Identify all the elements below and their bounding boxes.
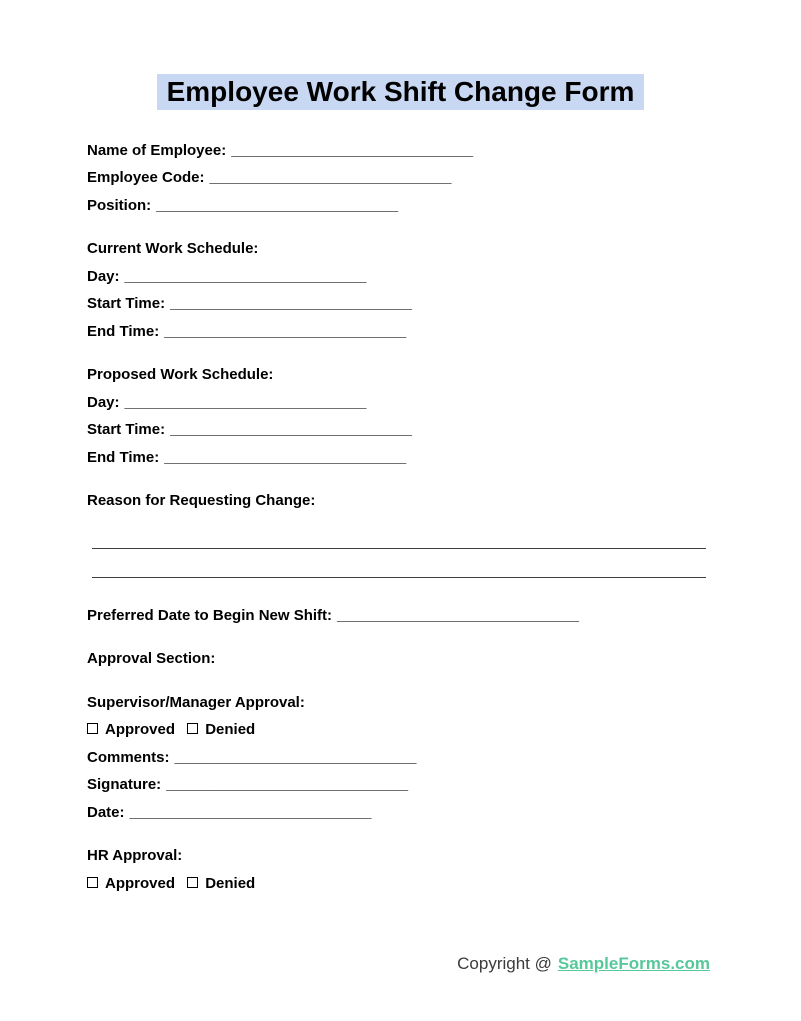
sampleforms-link[interactable]: SampleForms.com (557, 954, 710, 973)
field-preferred-date (87, 607, 710, 624)
hr-approval-heading: HR Approval: (87, 847, 183, 864)
field-blank-line: _____________________________ (337, 606, 579, 624)
supervisor-approved-label: Approved (105, 721, 176, 738)
field-label: Employee Code: (87, 169, 205, 186)
reason-write-line-2 (92, 549, 706, 578)
approval-section (87, 650, 710, 678)
field-blank-line: _____________________________ (170, 295, 413, 312)
field-blank-line: _____________________________ (231, 141, 474, 159)
field-label: Day: (87, 267, 120, 285)
field-blank-line: _____________________________ (124, 267, 367, 285)
hr-denied-checkbox-icon[interactable] (187, 877, 198, 888)
field-blank-line: _____________________________ (170, 421, 413, 438)
field-employee-code (87, 169, 710, 186)
reason-section (87, 492, 710, 634)
field-date (87, 804, 710, 821)
field-current-day (87, 268, 710, 285)
approval-section-heading: Approval Section: (87, 650, 216, 667)
field-current-start-time (87, 295, 710, 312)
field-label: Start Time: (87, 421, 166, 438)
field-label: Day: (87, 393, 120, 411)
field-name-of-employee (87, 142, 710, 159)
field-label: Name of Employee: (87, 141, 227, 159)
field-label: End Time: (87, 322, 160, 340)
footer-copyright (457, 953, 710, 975)
field-signature (87, 776, 710, 793)
field-position (87, 197, 710, 214)
field-label: Comments: (87, 748, 170, 766)
field-comments (87, 749, 710, 766)
page-title: Employee Work Shift Change Form (157, 74, 645, 110)
field-blank-line: _____________________________ (164, 448, 407, 466)
current-schedule-section (87, 240, 710, 350)
hr-approval-section (87, 847, 710, 902)
hr-approved-checkbox-icon[interactable] (87, 877, 98, 888)
hr-denied-label: Denied (205, 874, 256, 892)
supervisor-approval-section (87, 694, 710, 832)
field-label: Preferred Date to Begin New Shift: (87, 606, 333, 624)
field-label: Position: (87, 196, 152, 214)
field-label: Date: (87, 803, 125, 821)
field-blank-line: _____________________________ (174, 748, 417, 766)
title-row (0, 0, 801, 110)
copyright-text: Copyright @ (457, 954, 552, 973)
field-current-end-time (87, 323, 710, 340)
field-proposed-end-time (87, 449, 710, 466)
field-blank-line: _____________________________ (156, 196, 399, 214)
supervisor-denied-checkbox-icon[interactable] (187, 723, 198, 734)
field-blank-line: _____________________________ (166, 776, 409, 793)
field-blank-line: _____________________________ (209, 169, 452, 186)
field-proposed-day (87, 394, 710, 411)
current-schedule-heading: Current Work Schedule: (87, 240, 259, 257)
supervisor-denied-label: Denied (205, 721, 256, 738)
field-label: Start Time: (87, 295, 166, 312)
field-proposed-start-time (87, 421, 710, 438)
supervisor-approved-checkbox-icon[interactable] (87, 723, 98, 734)
field-blank-line: _____________________________ (129, 803, 372, 821)
form-content (87, 110, 710, 902)
proposed-schedule-section (87, 366, 710, 476)
hr-decision-row (87, 875, 710, 892)
field-blank-line: _____________________________ (124, 393, 367, 411)
supervisor-decision-row (87, 721, 710, 738)
supervisor-approval-heading: Supervisor/Manager Approval: (87, 693, 305, 711)
field-blank-line: _____________________________ (164, 322, 407, 340)
reason-write-line-1 (92, 520, 706, 549)
field-label: Signature: (87, 776, 162, 793)
employee-info-section (87, 142, 710, 225)
field-label: End Time: (87, 448, 160, 466)
reason-heading: Reason for Requesting Change: (87, 492, 316, 509)
hr-approved-label: Approved (105, 874, 176, 892)
proposed-schedule-heading: Proposed Work Schedule: (87, 366, 274, 383)
